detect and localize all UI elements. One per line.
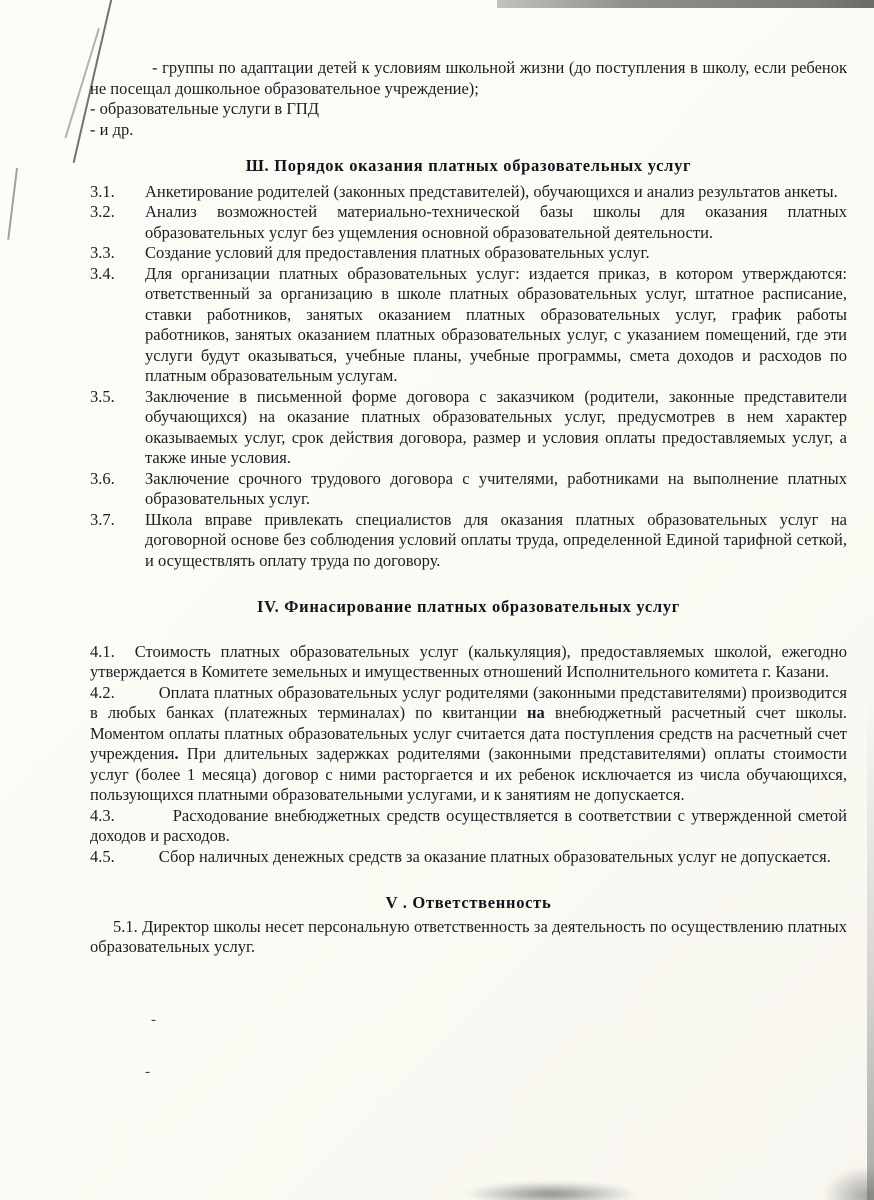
item-number: 4.2. — [90, 682, 115, 702]
section-4-heading: IV. Финасирование платных образовательных услуг — [257, 597, 680, 616]
item-text: Анкетирование родителей (законных представителей), обучающихся и анализ результатов анкеты. — [145, 181, 838, 201]
section-5-heading: V . Ответственность — [385, 893, 552, 912]
list-item-4-1 — [90, 642, 847, 683]
item-number: 3.6. — [90, 468, 115, 488]
item-text: Сбор наличных денежных средств за оказание платных образовательных услуг не допускается. — [158, 846, 831, 866]
list-item-3-4 — [90, 264, 847, 387]
stray-mark: - — [151, 1012, 156, 1028]
section-3-heading: Ш. Порядок оказания платных образовательных услуг — [245, 156, 692, 175]
stray-mark: - — [145, 1064, 150, 1080]
document-content — [90, 58, 847, 958]
list-item-4-5 — [90, 847, 847, 868]
list-item-4-2 — [90, 683, 847, 806]
scan-artifact-scratch — [7, 168, 18, 240]
scan-artifact-bottom-smudge — [466, 1182, 636, 1200]
scan-artifact-top-strip — [497, 0, 874, 8]
paragraph-5-1: 5.1. Директор школы несет персональную ответственность за деятельность по осуществлению платных образовательных услуг. — [90, 916, 847, 956]
item-text: Заключение в письменной форме договора с заказчиком (родители, законные представители обучающихся) на оказание платных образовательных услуг, предусмотрев в нем характер оказываемых услуг, срок действия договора, размер и условия оплаты предоставляемых услуг, а также иные условия. — [145, 386, 847, 467]
item-number: 3.5. — [90, 386, 115, 406]
item-number: 3.3. — [90, 243, 115, 262]
list-item-3-3 — [90, 243, 847, 264]
item-text: Оплата платных образовательных услуг родителями (законными представителями) производится в любых банках (платежных терминалах) по квитанции на внебюджетный расчетный счет школы. Моментом оплаты платных образовательных услуг считается дата поступления средств на расчетный счет учреждения. При длительных задержках родителями (законными представителями) оплаты стоимости услуг (более 1 месяца) договор с ними расторгается и их ребенок исключается из числа обучающихся, пользующихся платными образовательными услугами, и к занятиям не допускается. — [90, 682, 847, 804]
intro-line-etc: - и др. — [90, 119, 134, 139]
list-item-4-3 — [90, 806, 847, 847]
item-text: Школа вправе привлекать специалистов для оказания платных образовательных услуг на договорной основе без соблюдения условий оплаты труда, определенной Единой тарифной сеткой, и осуществлять оплату труда по договору. — [145, 509, 847, 570]
item-text: Для организации платных образовательных услуг: издается приказ, в котором утверждаются: ответственный за организацию в школе платных образовательных услуг, штатное расписание, ставки работников, занятых оказанием платных образовательных услуг, график работы работников, занятых оказанием платных образовательных услуг, с указанием помещений, где эти услуги будут оказываться, учебные планы, учебные программы, смета доходов и расходов по платным образовательным услугам. — [145, 263, 847, 385]
item-number: 4.5. — [90, 846, 115, 866]
item-number: 4.3. — [90, 805, 115, 825]
intro-paragraph: - группы по адаптации детей к условиям школьной жизни (до поступления в школу, если ребенок не посещал дошкольное образовательное учреждение); — [90, 58, 847, 98]
list-item-3-5 — [90, 387, 847, 469]
list-item-3-2 — [90, 202, 847, 243]
list-item-3-6 — [90, 469, 847, 510]
list-item-3-7 — [90, 510, 847, 572]
item-number: 3.1. — [90, 181, 115, 201]
item-text: Создание условий для предоставления платных образовательных услуг. — [145, 243, 650, 262]
item-number: 3.4. — [90, 263, 115, 283]
item-text: Анализ возможностей материально-технической базы школы для оказания платных образовательных услуг без ущемления основной образовательной деятельности. — [145, 202, 847, 242]
scan-artifact-right-edge — [867, 690, 874, 1200]
item-number: 4.1. — [90, 641, 115, 661]
item-text: Стоимость платных образовательных услуг (калькуляция), предоставляемых школой, ежегодно утверждается в Комитете земельных и имущественных отношений Исполнительного комитета г. Казани. — [90, 641, 847, 681]
intro-line-gpd: - образовательные услуги в ГПД — [90, 99, 320, 118]
list-item-3-1 — [90, 182, 847, 203]
item-number: 3.7. — [90, 509, 115, 529]
item-number: 3.2. — [90, 202, 115, 221]
item-text: Заключение срочного трудового договора с учителями, работниками на выполнение платных образовательных услуг. — [145, 468, 847, 508]
item-text: Расходование внебюджетных средств осуществляется в соответствии с утвержденной сметой доходов и расходов. — [90, 805, 847, 845]
